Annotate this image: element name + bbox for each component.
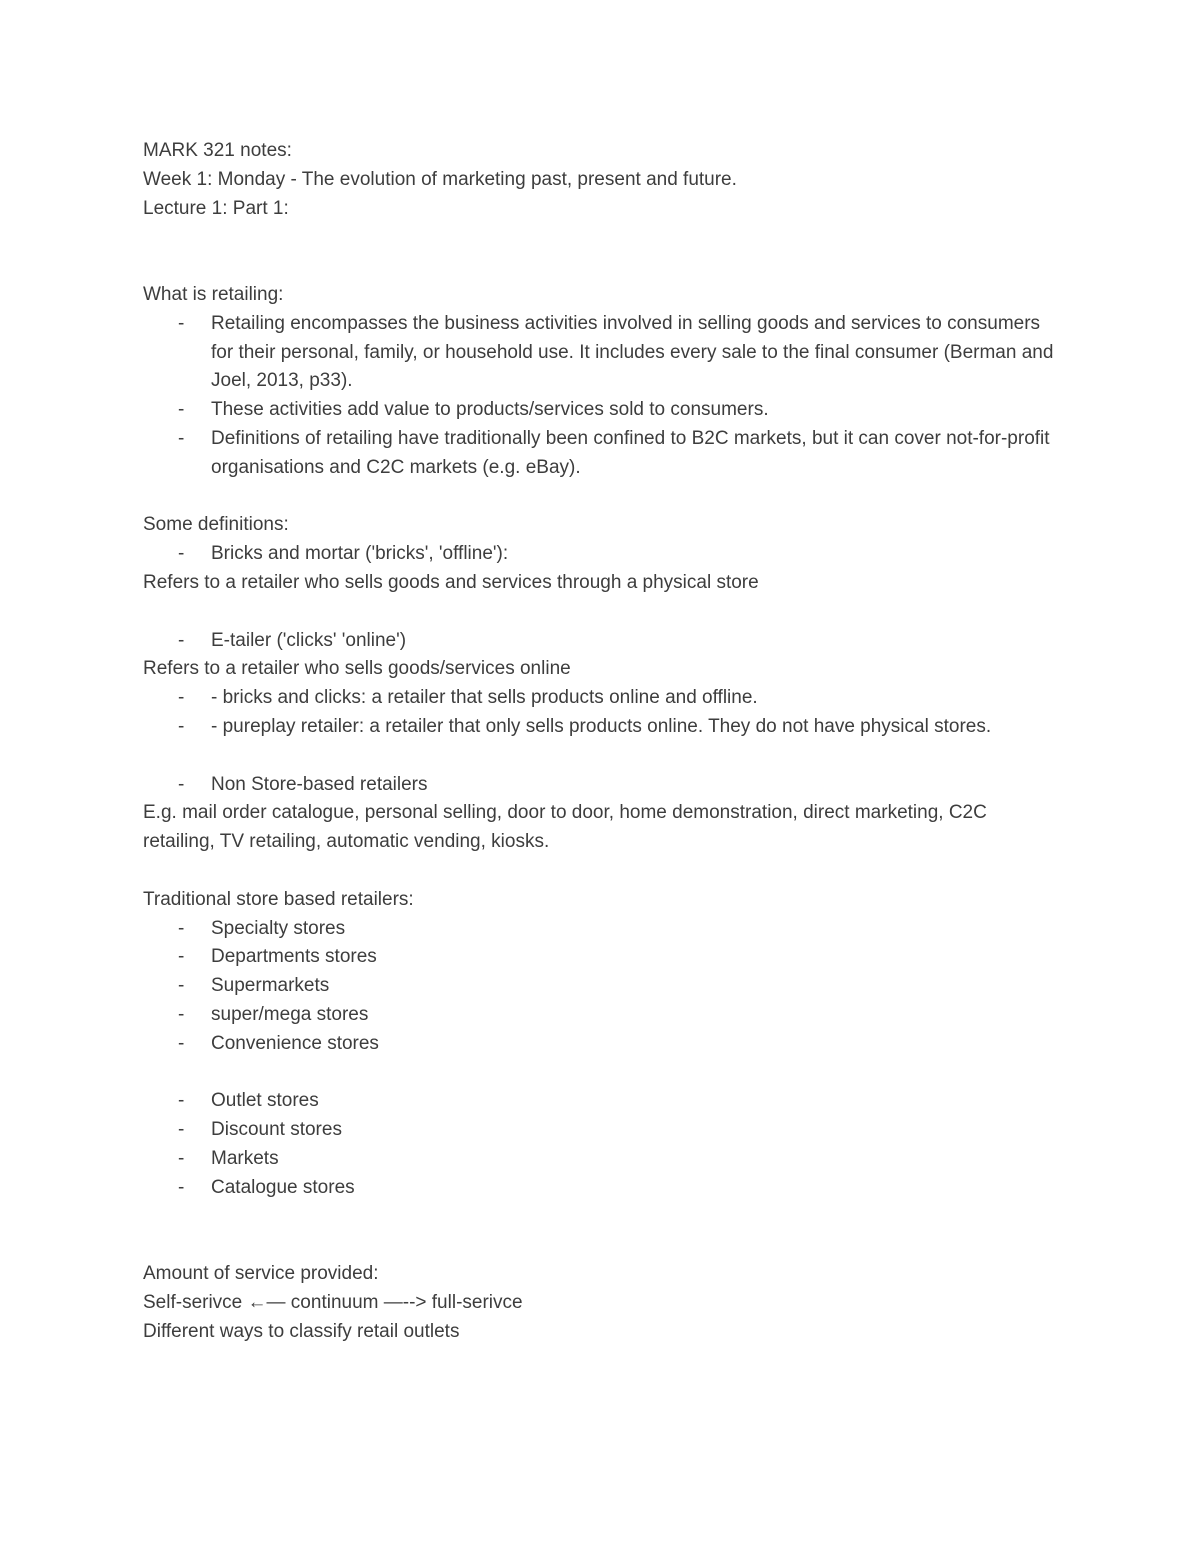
blank-space — [143, 1202, 1057, 1260]
bullet-marker: - — [178, 1119, 185, 1141]
heading-traditional-store-based: Traditional store based retailers: — [143, 888, 414, 910]
bullet-item-outlet-stores — [143, 1087, 1057, 1116]
bullet-marker: - — [178, 543, 185, 565]
blank-space — [143, 742, 1057, 771]
service-continuum-line: Self-serivce ←— continuum —--> full-serivce — [143, 1291, 523, 1313]
heading-some-definitions: Some definitions: — [143, 514, 289, 536]
bullet-marker: - — [178, 946, 185, 968]
bullet-text: Discount stores — [211, 1119, 342, 1141]
bullet-text: Catalogue stores — [211, 1176, 355, 1198]
bullet-text: Non Store-based retailers — [211, 773, 428, 795]
bullet-item-specialty-stores — [143, 915, 1057, 944]
bullet-text: Bricks and mortar ('bricks', 'offline'): — [211, 543, 509, 565]
document-content — [143, 137, 1057, 1346]
bullet-item-bricks-and-mortar — [143, 540, 1057, 569]
bullet-marker: - — [178, 629, 185, 651]
bullet-marker: - — [178, 687, 185, 709]
bullet-item-super-mega-stores — [143, 1001, 1057, 1030]
bullet-text: super/mega stores — [211, 1003, 369, 1025]
lecture-part: Lecture 1: Part 1: — [143, 197, 289, 219]
bullet-marker: - — [178, 1176, 185, 1198]
blank-space — [143, 1059, 1057, 1088]
bullet-item-supermarkets — [143, 972, 1057, 1001]
bullet-item-convenience-stores — [143, 1030, 1057, 1059]
bullet-marker: - — [178, 427, 185, 449]
bullet-marker: - — [178, 975, 185, 997]
blank-space — [143, 483, 1057, 512]
week-topic: Week 1: Monday - The evolution of marketing past, present and future. — [143, 168, 737, 190]
bullet-text: Outlet stores — [211, 1090, 319, 1112]
bullet-item-b2c-definition — [143, 425, 1057, 483]
definition-bricks-and-mortar: Refers to a retailer who sells goods and services through a physical store — [143, 571, 759, 593]
bullet-marker: - — [178, 1090, 185, 1112]
bullet-text: Specialty stores — [211, 917, 346, 939]
bullet-item-non-store-based — [143, 771, 1057, 800]
bullet-marker: - — [178, 715, 185, 737]
bullet-item-retailing-definition — [143, 310, 1057, 396]
bullet-text: These activities add value to products/services sold to consumers. — [211, 399, 769, 421]
bullet-text: Definitions of retailing have traditionally been confined to B2C markets, but it can cover not-for-profit organisations and C2C markets (e.g. eBay). — [211, 427, 1050, 478]
bullet-item-departments-stores — [143, 943, 1057, 972]
bullet-text: E-tailer ('clicks' 'online') — [211, 629, 407, 651]
blank-space — [143, 223, 1057, 281]
heading-what-is-retailing: What is retailing: — [143, 283, 284, 305]
bullet-item-markets — [143, 1145, 1057, 1174]
bullet-text: Convenience stores — [211, 1032, 379, 1054]
bullet-text: Markets — [211, 1147, 279, 1169]
bullet-marker: - — [178, 399, 185, 421]
bullet-item-add-value — [143, 396, 1057, 425]
blank-space — [143, 598, 1057, 627]
bullet-marker: - — [178, 1032, 185, 1054]
bullet-text: - bricks and clicks: a retailer that sells products online and offline. — [211, 687, 758, 709]
bullet-text: Retailing encompasses the business activities involved in selling goods and services to consumers for their personal, family, or household use. It includes every sale to the final consumer (Berman and Joel, 2013, p33). — [211, 312, 1054, 392]
bullet-marker: - — [178, 917, 185, 939]
examples-non-store-based: E.g. mail order catalogue, personal selling, door to door, home demonstration, direct marketing, C2C retailing, TV retailing, automatic vending, kiosks. — [143, 802, 987, 853]
blank-space — [143, 857, 1057, 886]
bullet-marker: - — [178, 312, 185, 334]
bullet-marker: - — [178, 1003, 185, 1025]
bullet-text: Supermarkets — [211, 975, 330, 997]
bullet-text: Departments stores — [211, 946, 377, 968]
classify-retail-outlets-line: Different ways to classify retail outlets — [143, 1320, 460, 1342]
bullet-text: - pureplay retailer: a retailer that only sells products online. They do not have physical stores. — [211, 715, 992, 737]
course-title: MARK 321 notes: — [143, 140, 292, 161]
bullet-item-etailer — [143, 627, 1057, 656]
bullet-item-pureplay — [143, 713, 1057, 742]
bullet-item-catalogue-stores — [143, 1174, 1057, 1203]
bullet-item-discount-stores — [143, 1116, 1057, 1145]
heading-amount-of-service: Amount of service provided: — [143, 1263, 379, 1285]
definition-etailer: Refers to a retailer who sells goods/services online — [143, 658, 571, 680]
bullet-item-bricks-and-clicks — [143, 684, 1057, 713]
bullet-marker: - — [178, 1147, 185, 1169]
bullet-marker: - — [178, 773, 185, 795]
